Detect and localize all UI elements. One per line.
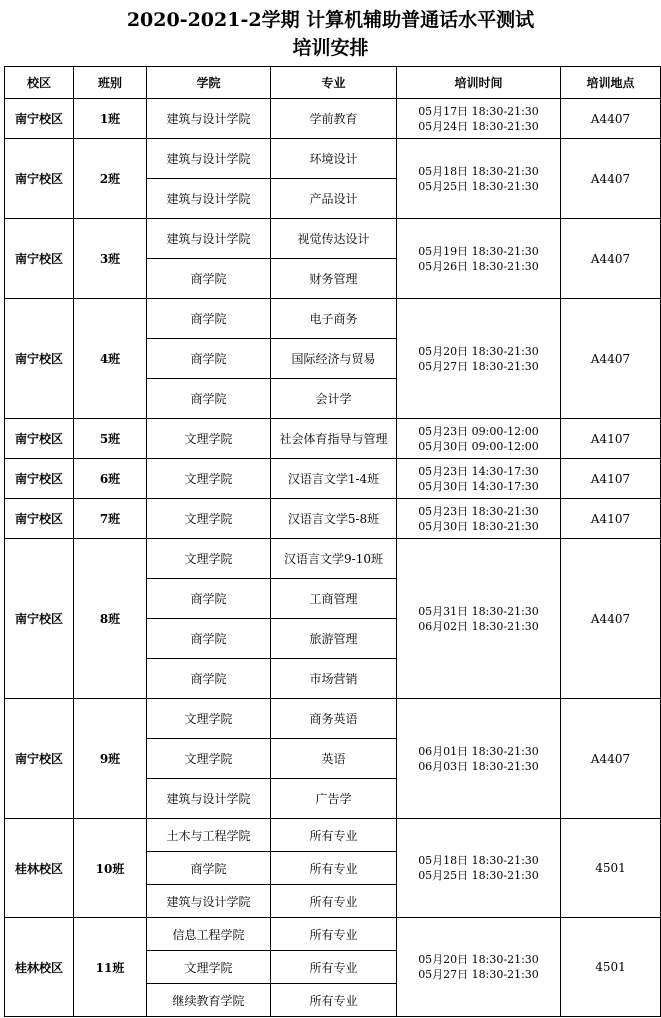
- major-cell: 广告学: [271, 779, 397, 819]
- college-cell: 文理学院: [147, 699, 271, 739]
- header-campus: 校区: [5, 67, 74, 99]
- class-cell: 8班: [74, 539, 147, 699]
- campus-cell: 桂林校区: [5, 918, 74, 1017]
- time-line: 05月27日 18:30-21:30: [418, 968, 539, 981]
- college-cell: 商学院: [147, 659, 271, 699]
- college-cell: 文理学院: [147, 539, 271, 579]
- college-cell: 文理学院: [147, 459, 271, 499]
- header-college: 学院: [147, 67, 271, 99]
- time-line: 05月23日 14:30-17:30: [418, 464, 539, 478]
- time-line: 05月20日 18:30-21:30: [418, 344, 539, 358]
- table-row: [5, 539, 661, 579]
- time-cell: [397, 459, 561, 499]
- campus-cell: 南宁校区: [5, 499, 74, 539]
- major-cell: 工商管理: [271, 579, 397, 619]
- campus-cell: 南宁校区: [5, 299, 74, 419]
- college-cell: 文理学院: [147, 739, 271, 779]
- time-line: 05月30日 14:30-17:30: [418, 479, 539, 493]
- major-cell: 汉语言文学9-10班: [271, 539, 397, 579]
- major-cell: 英语: [271, 739, 397, 779]
- class-cell: 4班: [74, 299, 147, 419]
- location-cell: A4407: [561, 299, 661, 419]
- header-training-location: 培训地点: [561, 67, 661, 99]
- table-row: [5, 299, 661, 339]
- location-cell: A4107: [561, 419, 661, 459]
- location-cell: A4407: [561, 539, 661, 699]
- college-cell: 商学院: [147, 379, 271, 419]
- time-line: 05月23日 09:00-12:00: [418, 424, 539, 438]
- time-line: 06月03日 18:30-21:30: [418, 759, 539, 773]
- time-cell: [397, 539, 561, 699]
- schedule-table: [4, 66, 661, 1017]
- table-row: [5, 99, 661, 139]
- document-subtitle: 培训安排: [292, 37, 369, 59]
- table-row: [5, 499, 661, 539]
- time-cell: [397, 139, 561, 219]
- college-cell: 商学院: [147, 579, 271, 619]
- location-cell: A4407: [561, 699, 661, 819]
- major-cell: 所有专业: [271, 951, 397, 984]
- time-line: 05月18日 18:30-21:30: [418, 854, 539, 867]
- major-cell: 会计学: [271, 379, 397, 419]
- location-cell: A4407: [561, 219, 661, 299]
- table-row: [5, 459, 661, 499]
- location-cell: A4407: [561, 139, 661, 219]
- major-cell: 所有专业: [271, 918, 397, 951]
- class-cell: 6班: [74, 459, 147, 499]
- major-cell: 视觉传达设计: [271, 219, 397, 259]
- college-cell: 商学院: [147, 852, 271, 885]
- time-line: 05月17日 18:30-21:30: [418, 104, 539, 118]
- campus-cell: 南宁校区: [5, 459, 74, 499]
- time-cell: [397, 99, 561, 139]
- time-cell: [397, 219, 561, 299]
- time-line: 05月18日 18:30-21:30: [418, 164, 539, 178]
- college-cell: 建筑与设计学院: [147, 179, 271, 219]
- location-cell: A4407: [561, 99, 661, 139]
- major-cell: 社会体育指导与管理: [271, 419, 397, 459]
- college-cell: 商学院: [147, 339, 271, 379]
- major-cell: 商务英语: [271, 699, 397, 739]
- college-cell: 信息工程学院: [147, 918, 271, 951]
- college-cell: 建筑与设计学院: [147, 779, 271, 819]
- major-cell: 汉语言文学5-8班: [271, 499, 397, 539]
- time-line: 05月27日 18:30-21:30: [418, 359, 539, 373]
- college-cell: 文理学院: [147, 951, 271, 984]
- campus-cell: 桂林校区: [5, 819, 74, 918]
- location-cell: 4501: [561, 819, 661, 918]
- campus-cell: 南宁校区: [5, 99, 74, 139]
- major-cell: 电子商务: [271, 299, 397, 339]
- time-line: 05月25日 18:30-21:30: [418, 869, 539, 882]
- table-row: [5, 419, 661, 459]
- location-cell: A4107: [561, 499, 661, 539]
- time-line: 05月30日 18:30-21:30: [418, 519, 539, 533]
- table-row: [5, 699, 661, 739]
- college-cell: 商学院: [147, 299, 271, 339]
- college-cell: 建筑与设计学院: [147, 99, 271, 139]
- major-cell: 所有专业: [271, 819, 397, 852]
- college-cell: 建筑与设计学院: [147, 139, 271, 179]
- time-line: 05月20日 18:30-21:30: [418, 953, 539, 966]
- time-line: 05月19日 18:30-21:30: [418, 244, 539, 258]
- class-cell: 9班: [74, 699, 147, 819]
- major-cell: 财务管理: [271, 259, 397, 299]
- time-line: 06月01日 18:30-21:30: [418, 744, 539, 758]
- time-cell: [397, 699, 561, 819]
- college-cell: 文理学院: [147, 419, 271, 459]
- campus-cell: 南宁校区: [5, 539, 74, 699]
- table-row: [5, 918, 661, 951]
- college-cell: 继续教育学院: [147, 984, 271, 1017]
- time-line: 06月02日 18:30-21:30: [418, 619, 539, 633]
- class-cell: 11班: [74, 918, 147, 1017]
- college-cell: 建筑与设计学院: [147, 219, 271, 259]
- major-cell: 所有专业: [271, 852, 397, 885]
- class-cell: 10班: [74, 819, 147, 918]
- major-cell: 所有专业: [271, 984, 397, 1017]
- document-title: 2020-2021-2学期 计算机辅助普通话水平测试: [126, 9, 535, 31]
- campus-cell: 南宁校区: [5, 219, 74, 299]
- campus-cell: 南宁校区: [5, 419, 74, 459]
- time-cell: [397, 419, 561, 459]
- header-class: 班别: [74, 67, 147, 99]
- college-cell: 建筑与设计学院: [147, 885, 271, 918]
- header-training-time: 培训时间: [397, 67, 561, 99]
- time-line: 05月23日 18:30-21:30: [418, 504, 539, 518]
- major-cell: 环境设计: [271, 139, 397, 179]
- college-cell: 商学院: [147, 619, 271, 659]
- time-line: 05月24日 18:30-21:30: [418, 119, 539, 133]
- class-cell: 3班: [74, 219, 147, 299]
- major-cell: 所有专业: [271, 885, 397, 918]
- major-cell: 旅游管理: [271, 619, 397, 659]
- time-cell: [397, 819, 561, 918]
- time-cell: [397, 918, 561, 1017]
- campus-cell: 南宁校区: [5, 139, 74, 219]
- major-cell: 汉语言文学1-4班: [271, 459, 397, 499]
- college-cell: 文理学院: [147, 499, 271, 539]
- table-row: [5, 219, 661, 259]
- campus-cell: 南宁校区: [5, 699, 74, 819]
- time-cell: [397, 499, 561, 539]
- major-cell: 学前教育: [271, 99, 397, 139]
- location-cell: A4107: [561, 459, 661, 499]
- time-cell: [397, 299, 561, 419]
- class-cell: 5班: [74, 419, 147, 459]
- class-cell: 7班: [74, 499, 147, 539]
- major-cell: 国际经济与贸易: [271, 339, 397, 379]
- table-row: [5, 139, 661, 179]
- time-line: 05月26日 18:30-21:30: [418, 259, 539, 273]
- table-row: [5, 819, 661, 852]
- class-cell: 2班: [74, 139, 147, 219]
- college-cell: 商学院: [147, 259, 271, 299]
- header-row: [5, 67, 661, 99]
- major-cell: 市场营销: [271, 659, 397, 699]
- time-line: 05月25日 18:30-21:30: [418, 179, 539, 193]
- location-cell: 4501: [561, 918, 661, 1017]
- header-major: 专业: [271, 67, 397, 99]
- time-line: 05月31日 18:30-21:30: [418, 604, 539, 618]
- college-cell: 土木与工程学院: [147, 819, 271, 852]
- time-line: 05月30日 09:00-12:00: [418, 439, 539, 453]
- major-cell: 产品设计: [271, 179, 397, 219]
- class-cell: 1班: [74, 99, 147, 139]
